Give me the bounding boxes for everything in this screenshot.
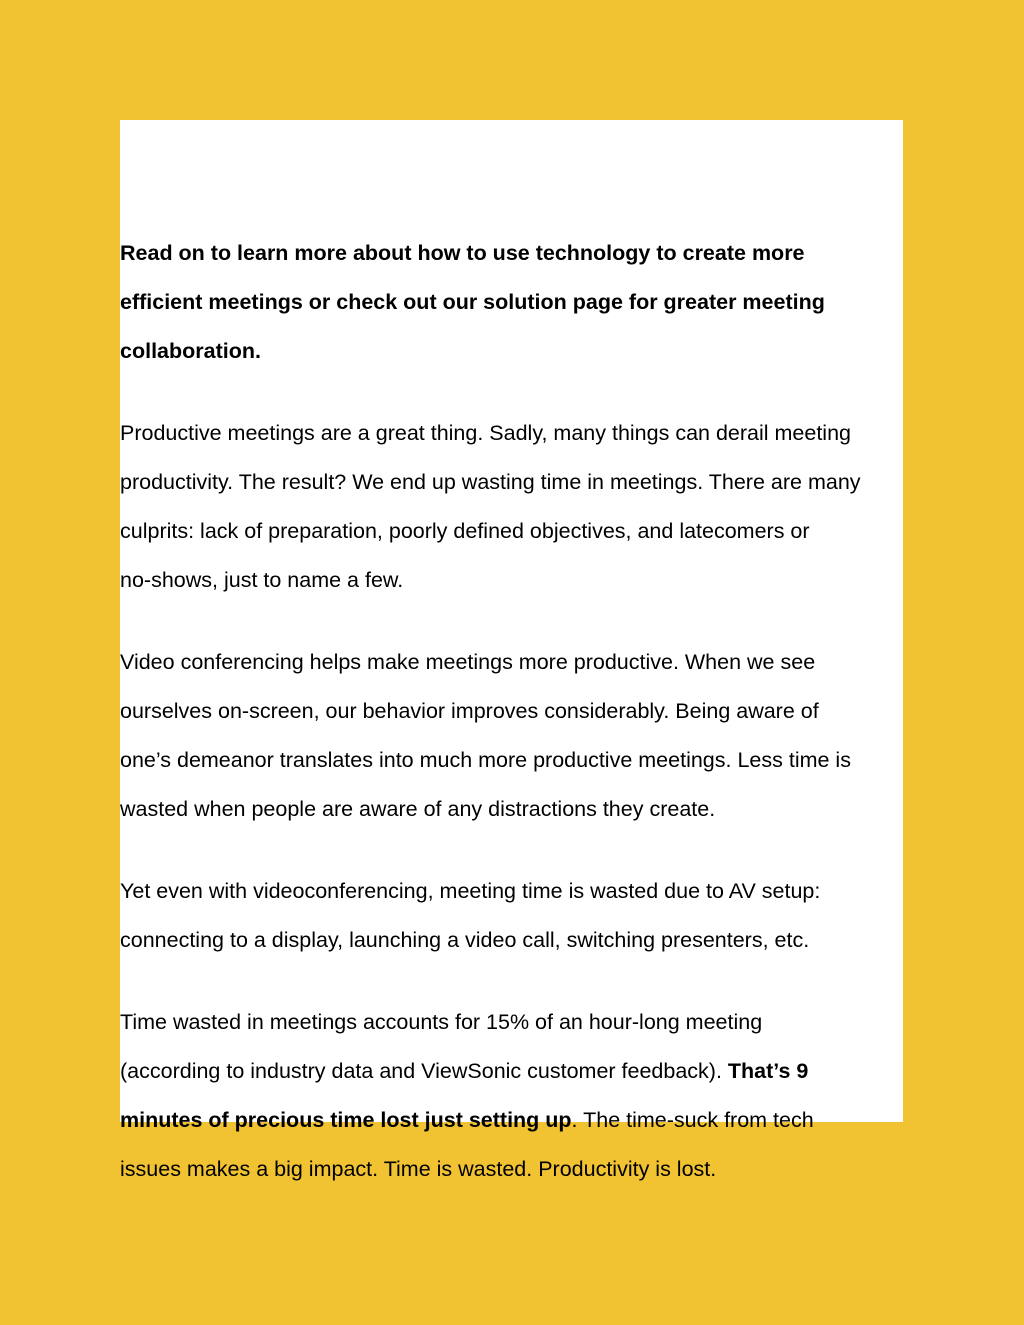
text-line: no-shows, just to name a few. bbox=[120, 568, 404, 592]
text-line bbox=[120, 1047, 920, 1096]
text-line: collaboration. bbox=[120, 339, 261, 363]
article-card bbox=[120, 120, 903, 1181]
article-body bbox=[120, 229, 920, 1227]
text-line: Video conferencing helps make meetings more productive. When we see bbox=[120, 650, 816, 674]
text-line: Productive meetings are a great thing. Sadly, many things can derail meeting bbox=[120, 421, 851, 445]
bold-text-segment: That’s 9 bbox=[727, 1059, 809, 1083]
text-line: culprits: lack of preparation, poorly defined objectives, and latecomers or bbox=[120, 519, 810, 543]
text-line: connecting to a display, launching a video call, switching presenters, etc. bbox=[120, 928, 810, 952]
text-line: productivity. The result? We end up wasting time in meetings. There are many bbox=[120, 470, 861, 494]
text-line: issues makes a big impact. Time is wasted. Productivity is lost. bbox=[120, 1157, 717, 1181]
text-line: wasted when people are aware of any distractions they create. bbox=[120, 797, 716, 821]
bold-text-segment: minutes of precious time lost just setting up bbox=[120, 1108, 572, 1132]
intro-paragraph bbox=[120, 229, 920, 376]
paragraph-productive-meetings bbox=[120, 409, 920, 605]
text-line: efficient meetings or check out our solution page for greater meeting bbox=[120, 290, 825, 314]
text-line: Time wasted in meetings accounts for 15% of an hour-long meeting bbox=[120, 1010, 763, 1034]
text-line: ourselves on-screen, our behavior improves considerably. Being aware of bbox=[120, 699, 819, 723]
text-line bbox=[120, 1096, 920, 1145]
paragraph-av-setup bbox=[120, 867, 920, 965]
text-line: one’s demeanor translates into much more productive meetings. Less time is bbox=[120, 748, 851, 772]
text-segment: . The time-suck from tech bbox=[571, 1108, 814, 1132]
paragraph-time-wasted bbox=[120, 998, 920, 1194]
text-line: Yet even with videoconferencing, meeting time is wasted due to AV setup: bbox=[120, 879, 821, 903]
text-segment: (according to industry data and ViewSonic customer feedback). bbox=[120, 1059, 728, 1083]
text-line: Read on to learn more about how to use technology to create more bbox=[120, 241, 805, 265]
paragraph-video-conferencing bbox=[120, 638, 920, 834]
